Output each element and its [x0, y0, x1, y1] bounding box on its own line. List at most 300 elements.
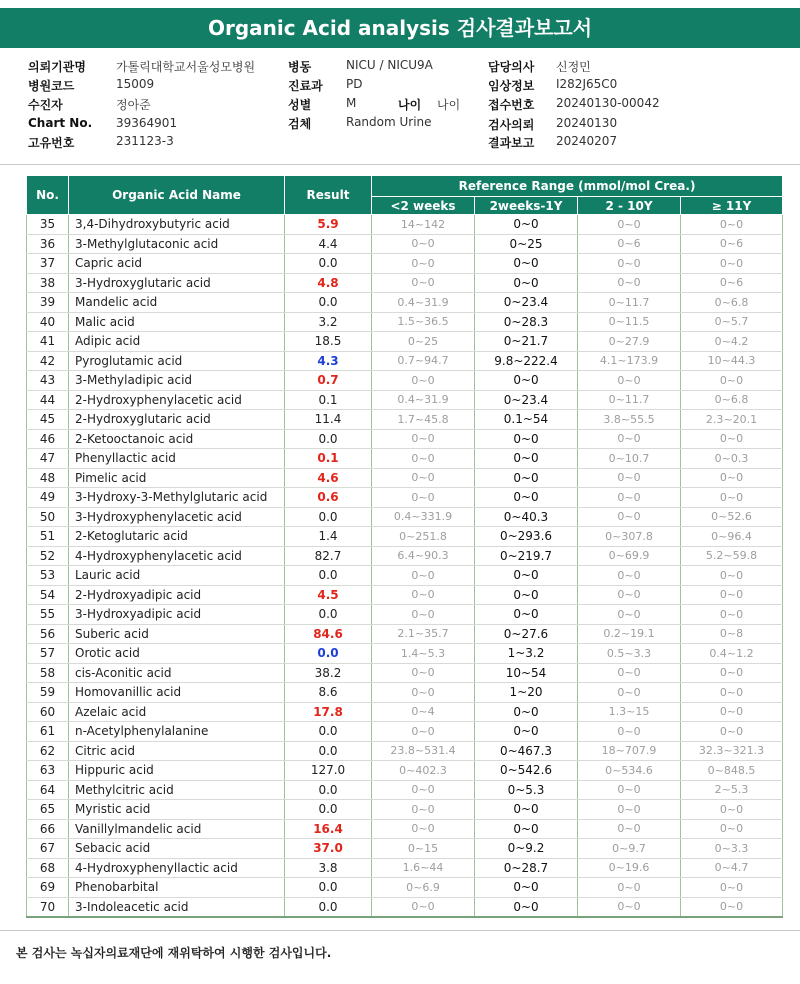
ref-2-10y: 0~0	[578, 585, 681, 605]
ref-2-10y: 0~11.7	[578, 293, 681, 313]
ref-11y-plus: 0~0	[681, 468, 783, 488]
acid-name: Hippuric acid	[69, 761, 285, 781]
table-row	[27, 780, 783, 800]
table-row	[27, 683, 783, 703]
info-value-report-date: 20240207	[556, 134, 618, 148]
ref-under-2-weeks: 1.6~44	[372, 858, 475, 878]
row-no: 39	[27, 293, 69, 313]
result-value: 37.0	[285, 839, 372, 859]
ref-2weeks-1y: 0~28.3	[475, 312, 578, 332]
ref-under-2-weeks: 23.8~531.4	[372, 741, 475, 761]
row-no: 42	[27, 351, 69, 371]
ref-2weeks-1y: 0~23.4	[475, 390, 578, 410]
info-value-ward: NICU / NICU9A	[346, 58, 433, 72]
row-no: 40	[27, 312, 69, 332]
info-value-patient: 정아준	[116, 98, 151, 112]
ref-under-2-weeks: 0~0	[372, 468, 475, 488]
ref-2weeks-1y: 0~0	[475, 585, 578, 605]
result-value: 0.1	[285, 449, 372, 469]
row-no: 70	[27, 897, 69, 917]
ref-11y-plus: 0~6	[681, 234, 783, 254]
ref-under-2-weeks: 1.4~5.3	[372, 644, 475, 664]
result-value: 4.5	[285, 585, 372, 605]
row-no: 37	[27, 254, 69, 274]
result-value: 18.5	[285, 332, 372, 352]
result-value: 0.7	[285, 371, 372, 391]
ref-under-2-weeks: 0~0	[372, 819, 475, 839]
ref-11y-plus: 0~52.6	[681, 507, 783, 527]
acid-name: n-Acetylphenylalanine	[69, 722, 285, 742]
ref-2weeks-1y: 0~0	[475, 273, 578, 293]
ref-under-2-weeks: 6.4~90.3	[372, 546, 475, 566]
ref-2-10y: 0~0	[578, 273, 681, 293]
ref-2-10y: 0~0	[578, 566, 681, 586]
ref-2-10y: 0~9.7	[578, 839, 681, 859]
ref-under-2-weeks: 0.4~331.9	[372, 507, 475, 527]
ref-under-2-weeks: 0~0	[372, 488, 475, 508]
ref-2weeks-1y: 0~0	[475, 429, 578, 449]
info-label-unique-id: 고유번호	[28, 136, 75, 150]
ref-2weeks-1y: 0~21.7	[475, 332, 578, 352]
ref-2weeks-1y: 0~5.3	[475, 780, 578, 800]
info-value-requesting-institution: 가톨릭대학교서울성모병원	[116, 60, 256, 74]
row-no: 51	[27, 527, 69, 547]
acid-name: 4-Hydroxyphenyllactic acid	[69, 858, 285, 878]
ref-2-10y: 0~0	[578, 468, 681, 488]
ref-under-2-weeks: 0~6.9	[372, 878, 475, 898]
table-row	[27, 722, 783, 742]
ref-under-2-weeks: 0~0	[372, 722, 475, 742]
info-label-request-date: 검사의뢰	[488, 118, 535, 132]
ref-11y-plus: 0~6.8	[681, 293, 783, 313]
table-row	[27, 410, 783, 430]
ref-2-10y: 0~27.9	[578, 332, 681, 352]
info-label-requesting-institution: 의뢰기관명	[28, 60, 86, 74]
row-no: 69	[27, 878, 69, 898]
info-value-sex: M	[346, 96, 357, 110]
acid-name: 3-Methylglutaconic acid	[69, 234, 285, 254]
table-row	[27, 624, 783, 644]
acid-name: 2-Ketoglutaric acid	[69, 527, 285, 547]
ref-2-10y: 0~0	[578, 897, 681, 917]
ref-2weeks-1y: 0~28.7	[475, 858, 578, 878]
ref-2-10y: 0~0	[578, 800, 681, 820]
ref-under-2-weeks: 0.4~31.9	[372, 390, 475, 410]
table-row	[27, 858, 783, 878]
ref-11y-plus: 2~5.3	[681, 780, 783, 800]
result-value: 3.8	[285, 858, 372, 878]
row-no: 59	[27, 683, 69, 703]
acid-name: 2-Ketooctanoic acid	[69, 429, 285, 449]
table-row	[27, 215, 783, 235]
ref-under-2-weeks: 0~0	[372, 683, 475, 703]
acid-name: Malic acid	[69, 312, 285, 332]
row-no: 53	[27, 566, 69, 586]
result-value: 0.1	[285, 390, 372, 410]
table-row	[27, 546, 783, 566]
ref-2weeks-1y: 0~0	[475, 605, 578, 625]
ref-2-10y: 0~0	[578, 488, 681, 508]
ref-under-2-weeks: 0~4	[372, 702, 475, 722]
row-no: 64	[27, 780, 69, 800]
ref-under-2-weeks: 0~0	[372, 585, 475, 605]
result-value: 0.0	[285, 254, 372, 274]
result-value: 0.0	[285, 878, 372, 898]
ref-2weeks-1y: 0~467.3	[475, 741, 578, 761]
info-value-request-date: 20240130	[556, 116, 618, 130]
row-no: 61	[27, 722, 69, 742]
ref-11y-plus: 0.4~1.2	[681, 644, 783, 664]
col-header-11y-plus: ≥ 11Y	[681, 197, 783, 215]
table-row	[27, 741, 783, 761]
ref-2weeks-1y: 0~25	[475, 234, 578, 254]
col-header-result: Result	[285, 176, 372, 215]
ref-2-10y: 4.1~173.9	[578, 351, 681, 371]
ref-2weeks-1y: 0~40.3	[475, 507, 578, 527]
ref-11y-plus: 0~0	[681, 897, 783, 917]
ref-2weeks-1y: 0~0	[475, 371, 578, 391]
row-no: 67	[27, 839, 69, 859]
info-label-ward: 병동	[288, 60, 312, 74]
result-value: 0.0	[285, 566, 372, 586]
result-value: 17.8	[285, 702, 372, 722]
table-row	[27, 800, 783, 820]
ref-2weeks-1y: 0~0	[475, 566, 578, 586]
result-value: 3.2	[285, 312, 372, 332]
result-value: 0.0	[285, 429, 372, 449]
row-no: 57	[27, 644, 69, 664]
ref-under-2-weeks: 0.4~31.9	[372, 293, 475, 313]
result-value: 0.0	[285, 897, 372, 917]
ref-11y-plus: 0~0	[681, 488, 783, 508]
row-no: 54	[27, 585, 69, 605]
row-no: 66	[27, 819, 69, 839]
row-no: 50	[27, 507, 69, 527]
row-no: 65	[27, 800, 69, 820]
ref-2-10y: 3.8~55.5	[578, 410, 681, 430]
col-header-2-10y: 2 - 10Y	[578, 197, 681, 215]
ref-under-2-weeks: 0~0	[372, 429, 475, 449]
col-header-no: No.	[27, 176, 69, 215]
acid-name: cis-Aconitic acid	[69, 663, 285, 683]
result-value: 0.0	[285, 800, 372, 820]
acid-name: 3-Hydroxy-3-Methylglutaric acid	[69, 488, 285, 508]
info-value-physician: 신정민	[556, 60, 591, 74]
table-row	[27, 644, 783, 664]
ref-2-10y: 0~19.6	[578, 858, 681, 878]
ref-under-2-weeks: 0~0	[372, 254, 475, 274]
table-row	[27, 878, 783, 898]
result-value: 4.4	[285, 234, 372, 254]
header-divider	[0, 164, 800, 165]
info-value-accession-no: 20240130-00042	[556, 96, 660, 110]
acid-name: 2-Hydroxyphenylacetic acid	[69, 390, 285, 410]
acid-name: Myristic acid	[69, 800, 285, 820]
info-label-report-date: 결과보고	[488, 136, 535, 150]
row-no: 41	[27, 332, 69, 352]
result-value: 0.0	[285, 507, 372, 527]
row-no: 52	[27, 546, 69, 566]
ref-2weeks-1y: 0~0	[475, 215, 578, 235]
ref-11y-plus: 0~0	[681, 585, 783, 605]
acid-name: 2-Hydroxyglutaric acid	[69, 410, 285, 430]
table-row	[27, 702, 783, 722]
result-value: 4.3	[285, 351, 372, 371]
info-value-specimen: Random Urine	[346, 115, 432, 129]
table-row	[27, 819, 783, 839]
ref-11y-plus: 0~5.7	[681, 312, 783, 332]
ref-2-10y: 0~0	[578, 722, 681, 742]
result-value: 82.7	[285, 546, 372, 566]
table-row	[27, 371, 783, 391]
row-no: 62	[27, 741, 69, 761]
ref-11y-plus: 0~0	[681, 254, 783, 274]
info-label-patient: 수진자	[28, 98, 63, 112]
info-label-chart-no: Chart No.	[28, 116, 93, 130]
ref-under-2-weeks: 0~251.8	[372, 527, 475, 547]
table-row	[27, 449, 783, 469]
ref-11y-plus: 10~44.3	[681, 351, 783, 371]
ref-2-10y: 0~0	[578, 663, 681, 683]
ref-under-2-weeks: 0~0	[372, 780, 475, 800]
result-value: 0.0	[285, 780, 372, 800]
info-value-chart-no: 39364901	[116, 116, 178, 130]
row-no: 48	[27, 468, 69, 488]
ref-2-10y: 0.5~3.3	[578, 644, 681, 664]
ref-11y-plus: 0~96.4	[681, 527, 783, 547]
ref-under-2-weeks: 0~0	[372, 605, 475, 625]
info-label-sex: 성별	[288, 98, 312, 112]
row-no: 49	[27, 488, 69, 508]
acid-name: Pimelic acid	[69, 468, 285, 488]
ref-2weeks-1y: 1~3.2	[475, 644, 578, 664]
ref-2weeks-1y: 0~542.6	[475, 761, 578, 781]
ref-2weeks-1y: 0~0	[475, 722, 578, 742]
ref-2weeks-1y: 9.8~222.4	[475, 351, 578, 371]
ref-2weeks-1y: 0.1~54	[475, 410, 578, 430]
ref-2-10y: 0~0	[578, 683, 681, 703]
acid-name: Methylcitric acid	[69, 780, 285, 800]
col-header-reference-range: Reference Range (mmol/mol Crea.)	[372, 176, 783, 197]
ref-2weeks-1y: 0~0	[475, 897, 578, 917]
ref-2-10y: 0~11.5	[578, 312, 681, 332]
ref-11y-plus: 0~0	[681, 800, 783, 820]
table-row	[27, 585, 783, 605]
ref-2weeks-1y: 0~27.6	[475, 624, 578, 644]
row-no: 46	[27, 429, 69, 449]
ref-2-10y: 0.2~19.1	[578, 624, 681, 644]
ref-under-2-weeks: 0~0	[372, 273, 475, 293]
result-value: 1.4	[285, 527, 372, 547]
ref-11y-plus: 0~0	[681, 429, 783, 449]
acid-name: 3-Hydroxyadipic acid	[69, 605, 285, 625]
info-value-hospital-code: 15009	[116, 77, 155, 91]
row-no: 45	[27, 410, 69, 430]
ref-2-10y: 0~10.7	[578, 449, 681, 469]
row-no: 47	[27, 449, 69, 469]
table-row	[27, 254, 783, 274]
ref-2-10y: 0~0	[578, 254, 681, 274]
ref-11y-plus: 0~848.5	[681, 761, 783, 781]
ref-2weeks-1y: 0~0	[475, 468, 578, 488]
ref-11y-plus: 2.3~20.1	[681, 410, 783, 430]
ref-under-2-weeks: 0~0	[372, 663, 475, 683]
ref-under-2-weeks: 14~142	[372, 215, 475, 235]
result-value: 0.0	[285, 293, 372, 313]
ref-2-10y: 0~0	[578, 215, 681, 235]
ref-2weeks-1y: 0~293.6	[475, 527, 578, 547]
table-row	[27, 897, 783, 917]
table-row	[27, 332, 783, 352]
acid-name: Sebacic acid	[69, 839, 285, 859]
result-value: 0.0	[285, 644, 372, 664]
ref-under-2-weeks: 0~0	[372, 566, 475, 586]
ref-2-10y: 0~6	[578, 234, 681, 254]
table-row	[27, 839, 783, 859]
ref-2-10y: 0~534.6	[578, 761, 681, 781]
acid-name: Homovanillic acid	[69, 683, 285, 703]
ref-2weeks-1y: 0~0	[475, 819, 578, 839]
acid-name: Orotic acid	[69, 644, 285, 664]
ref-2-10y: 1.3~15	[578, 702, 681, 722]
ref-under-2-weeks: 0~0	[372, 800, 475, 820]
row-no: 38	[27, 273, 69, 293]
ref-2weeks-1y: 0~219.7	[475, 546, 578, 566]
acid-name: Phenyllactic acid	[69, 449, 285, 469]
ref-under-2-weeks: 0~25	[372, 332, 475, 352]
table-row	[27, 429, 783, 449]
ref-11y-plus: 0~0	[681, 371, 783, 391]
ref-2-10y: 0~69.9	[578, 546, 681, 566]
ref-11y-plus: 0~0	[681, 683, 783, 703]
ref-under-2-weeks: 2.1~35.7	[372, 624, 475, 644]
acid-name: 3-Hydroxyphenylacetic acid	[69, 507, 285, 527]
table-row	[27, 527, 783, 547]
table-row	[27, 293, 783, 313]
report-title: Organic Acid analysis 검사결과보고서	[0, 8, 800, 48]
ref-11y-plus: 0~4.7	[681, 858, 783, 878]
result-value: 0.0	[285, 605, 372, 625]
ref-2-10y: 0~0	[578, 819, 681, 839]
ref-11y-plus: 0~6	[681, 273, 783, 293]
col-header-2weeks-1y: 2weeks-1Y	[475, 197, 578, 215]
ref-2weeks-1y: 0~0	[475, 488, 578, 508]
ref-2weeks-1y: 0~0	[475, 449, 578, 469]
table-row	[27, 488, 783, 508]
info-label-department: 진료과	[288, 79, 323, 93]
ref-under-2-weeks: 0~0	[372, 897, 475, 917]
acid-name: Azelaic acid	[69, 702, 285, 722]
acid-name: 3-Methyladipic acid	[69, 371, 285, 391]
acid-name: Citric acid	[69, 741, 285, 761]
info-value-age: 나이	[437, 98, 461, 112]
acid-name: Capric acid	[69, 254, 285, 274]
ref-11y-plus: 0~0	[681, 819, 783, 839]
ref-2weeks-1y: 0~0	[475, 878, 578, 898]
ref-2-10y: 0~0	[578, 878, 681, 898]
ref-under-2-weeks: 1.5~36.5	[372, 312, 475, 332]
table-row	[27, 390, 783, 410]
result-value: 38.2	[285, 663, 372, 683]
result-value: 5.9	[285, 215, 372, 235]
acid-name: Suberic acid	[69, 624, 285, 644]
acid-name: Vanillylmandelic acid	[69, 819, 285, 839]
ref-11y-plus: 0~3.3	[681, 839, 783, 859]
acid-name: 3,4-Dihydroxybutyric acid	[69, 215, 285, 235]
row-no: 58	[27, 663, 69, 683]
ref-under-2-weeks: 0~0	[372, 234, 475, 254]
col-header-under-2-weeks: <2 weeks	[372, 197, 475, 215]
table-row	[27, 663, 783, 683]
results-table-body	[27, 215, 783, 918]
ref-2weeks-1y: 0~23.4	[475, 293, 578, 313]
table-row	[27, 566, 783, 586]
table-row	[27, 507, 783, 527]
ref-under-2-weeks: 0~15	[372, 839, 475, 859]
table-row	[27, 468, 783, 488]
info-label-age: 나이	[398, 98, 422, 112]
ref-2-10y: 0~0	[578, 507, 681, 527]
ref-2weeks-1y: 10~54	[475, 663, 578, 683]
acid-name: Adipic acid	[69, 332, 285, 352]
acid-name: Pyroglutamic acid	[69, 351, 285, 371]
result-value: 8.6	[285, 683, 372, 703]
table-row	[27, 761, 783, 781]
info-value-department: PD	[346, 77, 363, 91]
ref-under-2-weeks: 0.7~94.7	[372, 351, 475, 371]
ref-2-10y: 18~707.9	[578, 741, 681, 761]
ref-11y-plus: 0~6.8	[681, 390, 783, 410]
ref-11y-plus: 5.2~59.8	[681, 546, 783, 566]
ref-2-10y: 0~11.7	[578, 390, 681, 410]
ref-under-2-weeks: 0~0	[372, 371, 475, 391]
results-table	[26, 175, 783, 918]
result-value: 84.6	[285, 624, 372, 644]
row-no: 63	[27, 761, 69, 781]
ref-under-2-weeks: 0~402.3	[372, 761, 475, 781]
ref-2-10y: 0~0	[578, 371, 681, 391]
info-label-specimen: 검체	[288, 117, 312, 131]
result-value: 127.0	[285, 761, 372, 781]
patient-info-section	[0, 56, 800, 156]
footer-note: 본 검사는 녹십자의료재단에 재위탁하여 시행한 검사입니다.	[16, 946, 332, 960]
table-row	[27, 351, 783, 371]
row-no: 68	[27, 858, 69, 878]
ref-11y-plus: 0~0	[681, 605, 783, 625]
info-label-hospital-code: 병원코드	[28, 79, 75, 93]
acid-name: 3-Hydroxyglutaric acid	[69, 273, 285, 293]
acid-name: 3-Indoleacetic acid	[69, 897, 285, 917]
row-no: 55	[27, 605, 69, 625]
footer-divider	[0, 930, 800, 931]
row-no: 35	[27, 215, 69, 235]
ref-11y-plus: 0~0	[681, 722, 783, 742]
ref-2-10y: 0~0	[578, 780, 681, 800]
result-value: 4.8	[285, 273, 372, 293]
ref-2-10y: 0~307.8	[578, 527, 681, 547]
ref-2weeks-1y: 1~20	[475, 683, 578, 703]
result-value: 11.4	[285, 410, 372, 430]
row-no: 43	[27, 371, 69, 391]
row-no: 60	[27, 702, 69, 722]
ref-11y-plus: 0~0	[681, 878, 783, 898]
result-value: 0.0	[285, 722, 372, 742]
acid-name: 2-Hydroxyadipic acid	[69, 585, 285, 605]
result-value: 0.6	[285, 488, 372, 508]
ref-2-10y: 0~0	[578, 429, 681, 449]
ref-11y-plus: 0~0.3	[681, 449, 783, 469]
acid-name: Phenobarbital	[69, 878, 285, 898]
